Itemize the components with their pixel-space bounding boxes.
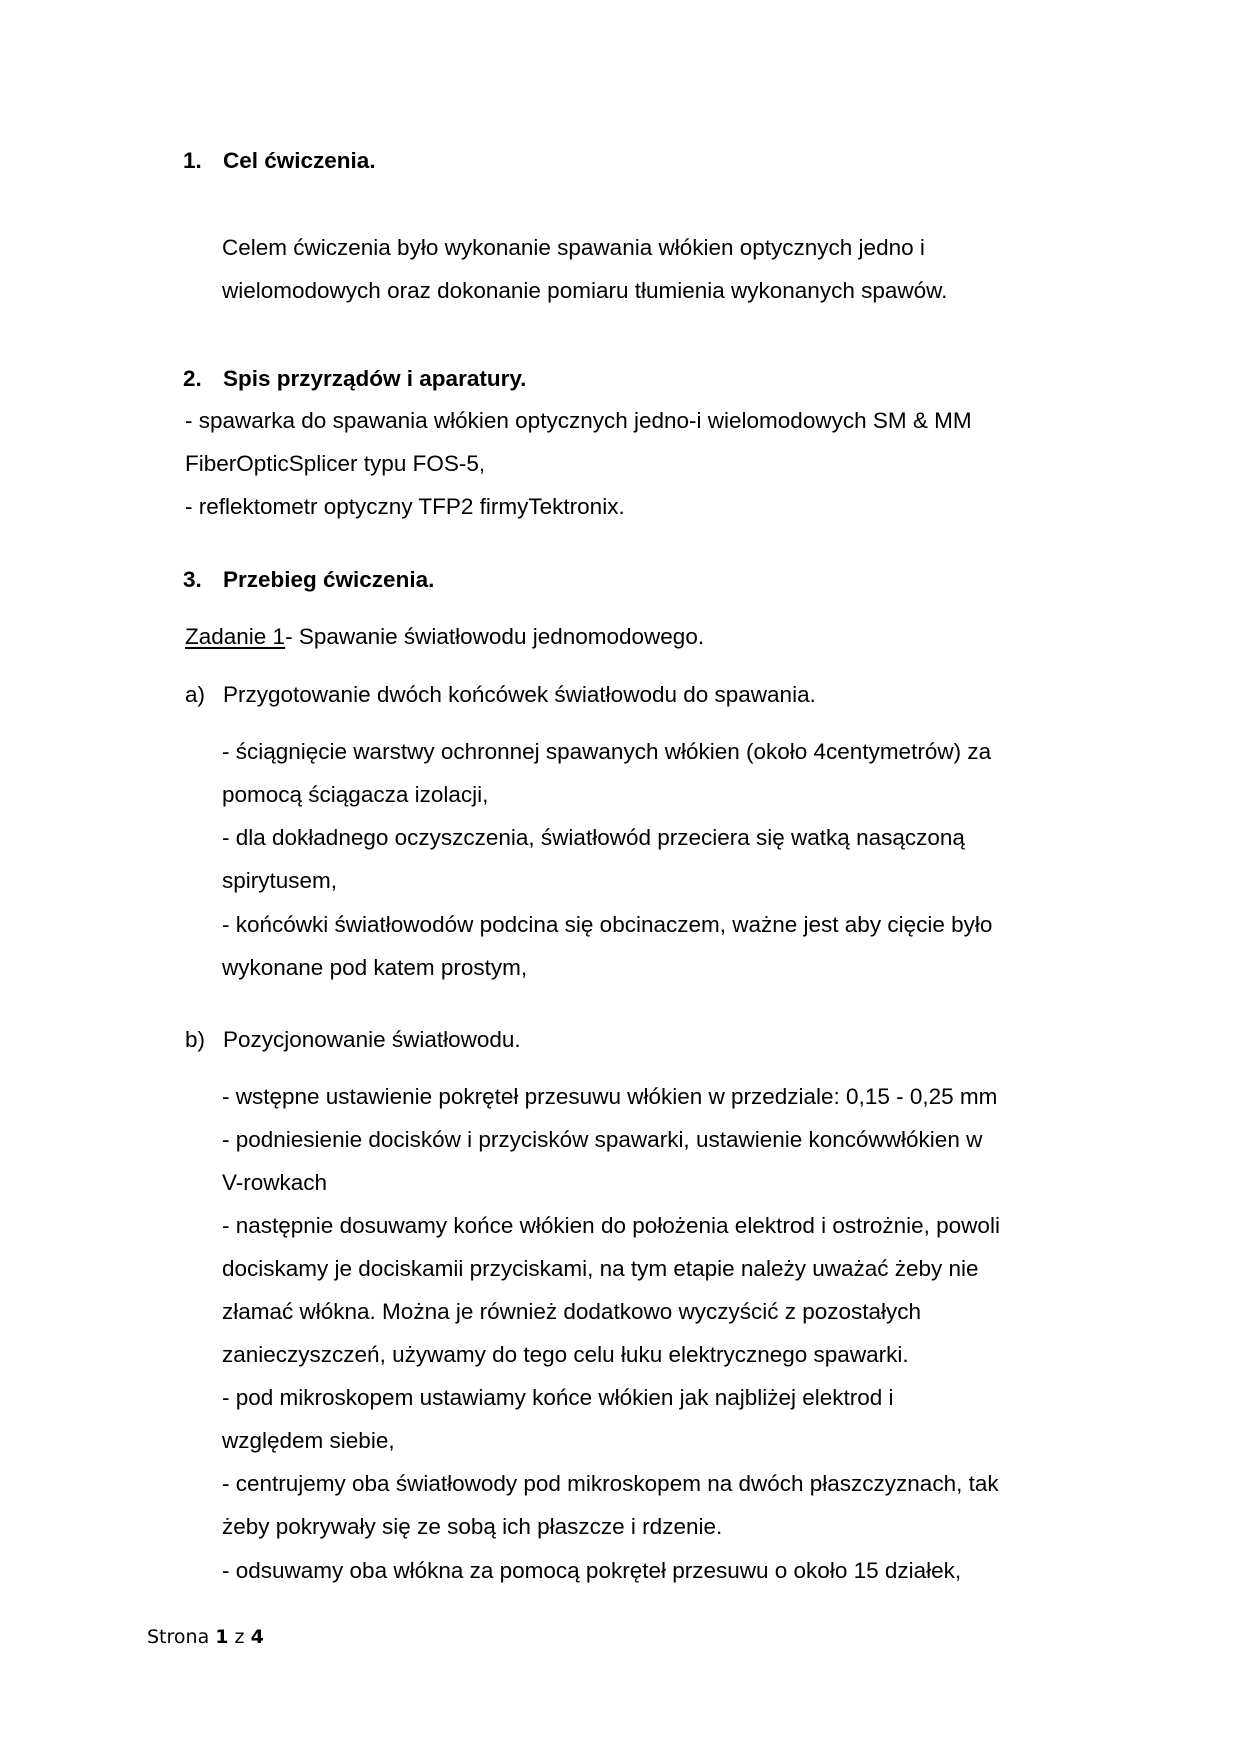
equipment-line-2: FiberOpticSplicer typu FOS-5, bbox=[185, 451, 486, 476]
equipment-line-1: - spawarka do spawania włókien optycznych jedno-i wielomodowych SM & MM bbox=[185, 408, 972, 433]
step-b-line: V-rowkach bbox=[222, 1170, 328, 1195]
step-a-marker: a) bbox=[185, 682, 206, 707]
task-1-label: Zadanie 1 bbox=[185, 624, 286, 649]
footer-page-number: 1 bbox=[215, 1626, 229, 1648]
step-b-line: - następnie dosuwamy końce włókien do położenia elektrod i ostrożnie, powoli bbox=[222, 1213, 1000, 1238]
intro-line-1: Celem ćwiczenia było wykonanie spawania włókien optycznych jedno i bbox=[222, 235, 925, 260]
step-b-line: żeby pokrywały się ze sobą ich płaszcze i rdzenie. bbox=[222, 1514, 723, 1539]
section-2-number: 2. bbox=[183, 366, 202, 391]
intro-line-2: wielomodowych oraz dokonanie pomiaru tłumienia wykonanych spawów. bbox=[222, 278, 948, 303]
section-1-number: 1. bbox=[183, 148, 202, 173]
step-b-line: - wstępne ustawienie pokręteł przesuwu włókien w przedziale: 0,15 - 0,25 mm bbox=[222, 1084, 998, 1109]
step-a-line: wykonane pod katem prostym, bbox=[222, 955, 528, 980]
step-a-line: - końcówki światłowodów podcina się obcinaczem, ważne jest aby cięcie było bbox=[222, 912, 993, 937]
step-b-line: złamać włókna. Można je również dodatkowo wyczyścić z pozostałych bbox=[222, 1299, 922, 1324]
step-b-line: - centrujemy oba światłowody pod mikroskopem na dwóch płaszczyznach, tak bbox=[222, 1471, 999, 1496]
step-b-line: zanieczyszczeń, używamy do tego celu łuku elektrycznego spawarki. bbox=[222, 1342, 909, 1367]
section-3-title: Przebieg ćwiczenia. bbox=[223, 567, 435, 592]
section-1-title: Cel ćwiczenia. bbox=[223, 148, 376, 173]
equipment-line-3: - reflektometr optyczny TFP2 firmyTektronix. bbox=[185, 494, 625, 519]
step-b-line: - podniesienie docisków i przycisków spawarki, ustawienie koncówwłókien w bbox=[222, 1127, 983, 1152]
step-b-line: względem siebie, bbox=[222, 1428, 395, 1453]
step-b-title: Pozycjonowanie światłowodu. bbox=[223, 1027, 521, 1052]
footer-page-total: 4 bbox=[250, 1626, 264, 1648]
step-b-line: - odsuwamy oba włókna za pomocą pokręteł przesuwu o około 15 działek, bbox=[222, 1558, 962, 1583]
step-a-line: - ściągnięcie warstwy ochronnej spawanych włókien (około 4centymetrów) za bbox=[222, 739, 992, 764]
step-b-line: - pod mikroskopem ustawiamy końce włókien jak najbliżej elektrod i bbox=[222, 1385, 894, 1410]
step-a-line: pomocą ściągacza izolacji, bbox=[222, 782, 489, 807]
step-b-marker: b) bbox=[185, 1027, 206, 1052]
step-b-line: dociskamy je dociskamii przyciskami, na tym etapie należy uważać żeby nie bbox=[222, 1256, 979, 1281]
step-a-line: spirytusem, bbox=[222, 868, 338, 893]
footer-separator: z bbox=[228, 1626, 251, 1648]
page-footer bbox=[147, 1624, 264, 1650]
step-a-title: Przygotowanie dwóch końcówek światłowodu do spawania. bbox=[223, 682, 816, 707]
section-3-number: 3. bbox=[183, 567, 202, 592]
task-1-heading bbox=[185, 622, 704, 652]
task-1-title: - Spawanie światłowodu jednomodowego. bbox=[285, 624, 705, 649]
footer-prefix: Strona bbox=[147, 1626, 216, 1648]
section-2-title: Spis przyrządów i aparatury. bbox=[223, 366, 527, 391]
step-a-line: - dla dokładnego oczyszczenia, światłowód przeciera się watką nasączoną bbox=[222, 825, 965, 850]
